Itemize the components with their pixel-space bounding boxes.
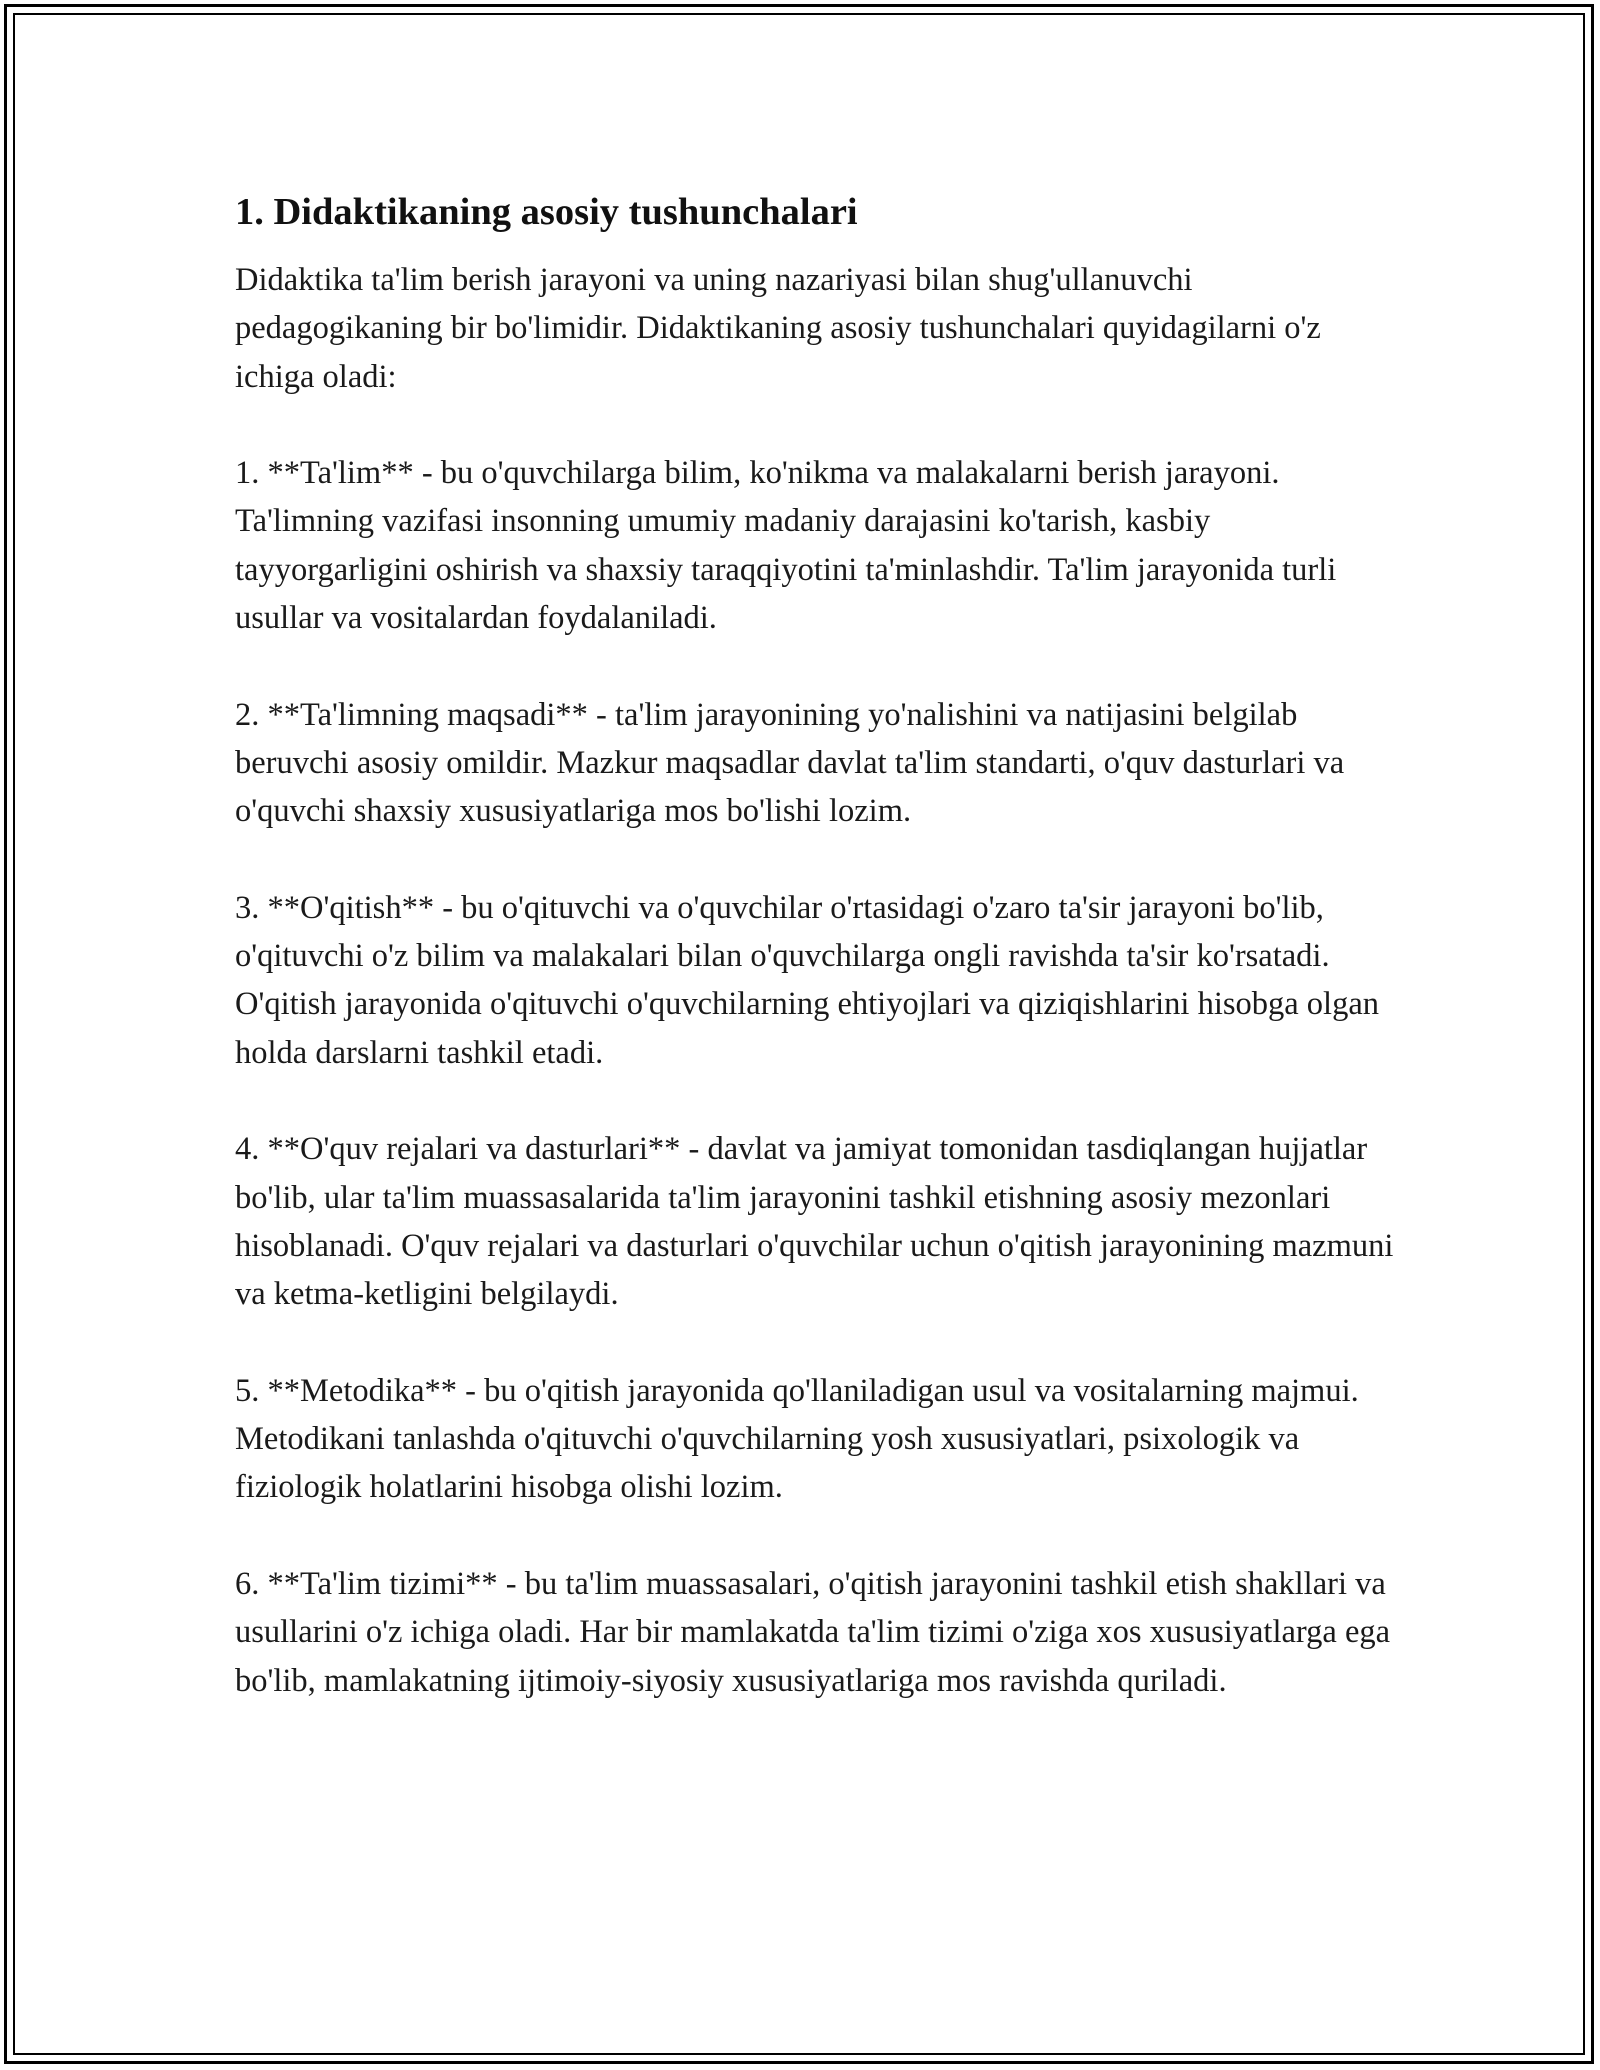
intro-paragraph: Didaktika ta'lim berish jarayoni va uning nazariyasi bilan shug'ullanuvchi pedagogikaning bir bo'limidir. Didaktikaning asosiy tushunchalari quyidagilarni o'z ichiga oladi: [235, 262, 1321, 395]
paragraph-oquv-rejalari: 4. **O'quv rejalari va dasturlari** - davlat va jamiyat tomonidan tasdiqlangan hujjatlar bo'lib, ular ta'lim muassasalarida ta'lim jarayonini tashkil etishning asosiy mezonlari hisoblanadi. O'quv rejalari va dasturlari o'quvchilar uchun o'qitish jarayonining mazmuni va ketma-ketligini belgilaydi. [235, 1131, 1394, 1313]
paragraph-oqitish: 3. **O'qitish** - bu o'qituvchi va o'quvchilar o'rtasidagi o'zaro ta'sir jarayoni bo'lib, o'qituvchi o'z bilim va malakalari bilan o'quvchilarga ongli ravishda ta'sir ko'rsatadi. O'qitish jarayonida o'qituvchi o'quvchilarning ehtiyojlari va qiziqishlarini hisobga olgan holda darslarni tashkil etadi. [235, 889, 1380, 1071]
document-body [235, 184, 1405, 1753]
paragraph-metodika: 5. **Metodika** - bu o'qitish jarayonida qo'llaniladigan usul va vositalarning majmui. Metodikani tanlashda o'qituvchi o'quvchilarning yosh xususiyatlari, psixologik va fiziologik holatlarini hisobga olishi lozim. [235, 1372, 1359, 1506]
paragraph-talim: 1. **Ta'lim** - bu o'quvchilarga bilim, ko'nikma va malakalarni berish jarayoni. Ta'limning vazifasi insonning umumiy madaniy darajasini ko'tarish, kasbiy tayyorgarligini oshirish va shaxsiy taraqqiyotini ta'minlashdir. Ta'lim jarayonida turli usullar va vositalardan foydalaniladi. [235, 455, 1337, 637]
paragraph-talim-tizimi: 6. **Ta'lim tizimi** - bu ta'lim muassasalari, o'qitish jarayonini tashkil etish shakllari va usullarini o'z ichiga oladi. Har bir mamlakatda ta'lim tizimi o'ziga xos xususiyatlarga ega bo'lib, mamlakatning ijtimoiy-siyosiy xususiyatlariga mos ravishda quriladi. [235, 1566, 1391, 1699]
paragraph-talimning-maqsadi: 2. **Ta'limning maqsadi** - ta'lim jarayonining yo'nalishini va natijasini belgilab beruvchi asosiy omildir. Mazkur maqsadlar davlat ta'lim standarti, o'quv dasturlari va o'quvchi shaxsiy xususiyatlariga mos bo'lishi lozim. [235, 696, 1345, 830]
section-heading: 1. Didaktikaning asosiy tushunchalari [235, 191, 858, 233]
